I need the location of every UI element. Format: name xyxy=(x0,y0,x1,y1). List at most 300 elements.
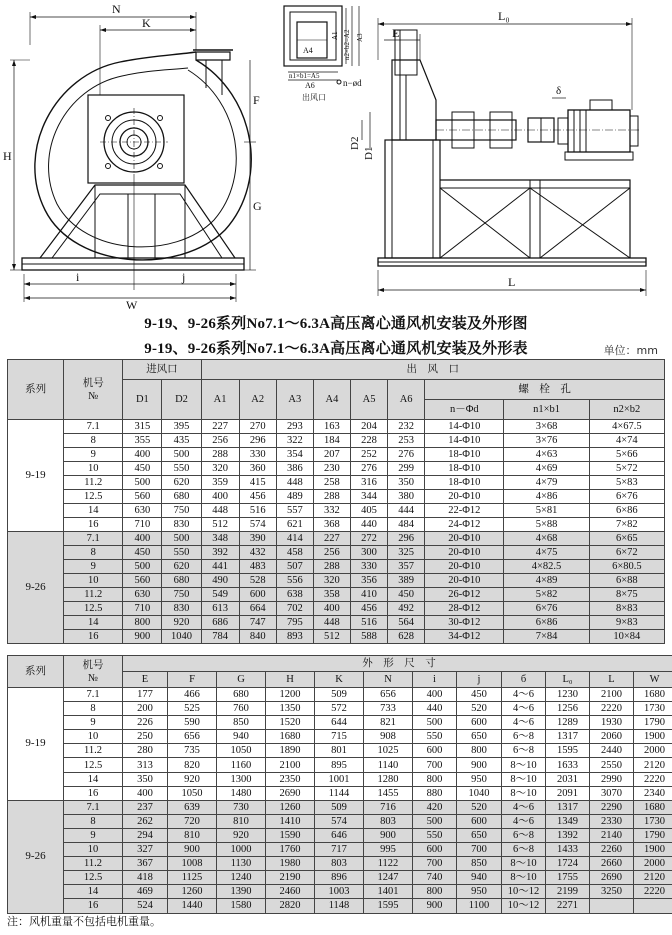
table-cell: 293 xyxy=(276,420,313,434)
col-header: H xyxy=(266,672,315,688)
table-cell: 12.5 xyxy=(64,602,123,616)
table-cell: 620 xyxy=(162,560,201,574)
table-cell: 330 xyxy=(350,560,387,574)
table-row xyxy=(8,546,665,560)
table-cell: 359 xyxy=(201,476,239,490)
flange-label-nphid: n−ød xyxy=(343,78,362,88)
table-cell: 1410 xyxy=(266,814,315,828)
table-cell: 1240 xyxy=(217,871,266,885)
table-cell: 8 xyxy=(64,702,123,716)
table-cell: 2660 xyxy=(590,857,634,871)
table-cell: 380 xyxy=(388,490,425,504)
table-cell: 4×68 xyxy=(504,532,589,546)
table-cell: 700 xyxy=(457,843,502,857)
flange-label-n2b2: n2×b2=A2 xyxy=(343,29,351,60)
table-cell: 702 xyxy=(276,602,313,616)
table-cell: 560 xyxy=(123,490,162,504)
table-cell: 784 xyxy=(201,630,239,644)
table-row xyxy=(8,716,672,730)
header-model-no: № xyxy=(88,390,99,402)
table-cell: 1040 xyxy=(162,630,201,644)
table-cell: 686 xyxy=(201,616,239,630)
table-cell: 656 xyxy=(168,730,217,744)
flange-label-A3: A3 xyxy=(356,33,364,42)
table-cell: 400 xyxy=(201,490,239,504)
table-cell: 11.2 xyxy=(64,588,123,602)
table-cell: 664 xyxy=(239,602,276,616)
table-cell: 1755 xyxy=(546,871,590,885)
dim-label-delta: δ xyxy=(556,85,562,97)
table-cell: 1260 xyxy=(266,800,315,814)
table-cell: 320 xyxy=(201,462,239,476)
table-cell: 895 xyxy=(315,758,364,772)
table-cell: 516 xyxy=(239,504,276,518)
table-cell: 6×72 xyxy=(589,546,664,560)
table-cell: 1003 xyxy=(315,885,364,899)
series-cell: 9-19 xyxy=(8,420,64,532)
table-cell: 646 xyxy=(315,828,364,842)
table-row xyxy=(8,490,665,504)
header-inlet: 进风口 xyxy=(123,360,201,380)
table-cell: 500 xyxy=(162,532,201,546)
table-cell: 2000 xyxy=(634,857,672,871)
table-cell: 435 xyxy=(162,434,201,448)
table-cell: 2199 xyxy=(546,885,590,899)
flange-label-A1: A1 xyxy=(331,31,339,40)
table-cell: 1760 xyxy=(266,843,315,857)
table-cell: 163 xyxy=(313,420,350,434)
table-cell: 466 xyxy=(168,688,217,702)
table-cell: 280 xyxy=(123,744,168,758)
dim-label-L0: L₀ xyxy=(498,9,510,23)
table-cell: 1247 xyxy=(364,871,413,885)
col-header: j xyxy=(457,672,502,688)
table-cell: 489 xyxy=(276,490,313,504)
dimension-body xyxy=(8,688,672,914)
table-cell: 20-Φ10 xyxy=(425,546,504,560)
table-cell: 8 xyxy=(64,546,123,560)
table-row xyxy=(8,504,665,518)
table-row xyxy=(8,560,665,574)
table-cell: 795 xyxy=(276,616,313,630)
table-cell: 950 xyxy=(457,772,502,786)
table-cell: 7.1 xyxy=(64,688,123,702)
table-cell: 747 xyxy=(239,616,276,630)
table-cell: 588 xyxy=(350,630,387,644)
table-cell: 650 xyxy=(457,730,502,744)
table-cell: 900 xyxy=(457,758,502,772)
table-cell: 288 xyxy=(313,490,350,504)
table-cell: 395 xyxy=(162,420,201,434)
table-cell: 2550 xyxy=(590,758,634,772)
table-cell: 10 xyxy=(64,730,123,744)
header-model-text: 机号 xyxy=(82,659,104,671)
table-cell: 262 xyxy=(123,814,168,828)
table-cell: 8×75 xyxy=(589,588,664,602)
table-cell: 8～10 xyxy=(502,786,546,800)
table-cell: 8～10 xyxy=(502,772,546,786)
table-cell: 730 xyxy=(217,800,266,814)
dimension-table xyxy=(7,655,672,914)
table-cell: 18-Φ10 xyxy=(425,448,504,462)
table-cell: 12.5 xyxy=(64,490,123,504)
table-cell: 800 xyxy=(457,744,502,758)
table-row xyxy=(8,688,672,702)
header-model xyxy=(64,656,123,688)
table-cell: 3×76 xyxy=(504,434,589,448)
table-cell: 4～6 xyxy=(502,814,546,828)
table-cell: 14 xyxy=(64,885,123,899)
table-cell: 710 xyxy=(123,518,162,532)
table-cell: 800 xyxy=(413,885,457,899)
table-cell: 560 xyxy=(123,574,162,588)
table-cell: 3250 xyxy=(590,885,634,899)
flange-label-A4: A4 xyxy=(303,46,313,55)
table-cell: 2690 xyxy=(266,786,315,800)
table-cell: 557 xyxy=(276,504,313,518)
table-cell: 272 xyxy=(350,532,387,546)
col-header: F xyxy=(168,672,217,688)
table-cell: 5×82 xyxy=(504,588,589,602)
table-cell: 3070 xyxy=(590,786,634,800)
table-cell: 207 xyxy=(313,448,350,462)
table-cell: 650 xyxy=(457,828,502,842)
col-header: A2 xyxy=(239,380,276,420)
table-cell: 710 xyxy=(123,602,162,616)
table-cell: 680 xyxy=(162,574,201,588)
dim-label-F: F xyxy=(253,93,260,107)
table-cell: 810 xyxy=(217,814,266,828)
table-cell: 456 xyxy=(239,490,276,504)
table-cell: 252 xyxy=(350,448,387,462)
table-cell: 1401 xyxy=(364,885,413,899)
table-cell: 940 xyxy=(457,871,502,885)
table-cell: 300 xyxy=(350,546,387,560)
table-row xyxy=(8,462,665,476)
table-cell: 1000 xyxy=(217,843,266,857)
table-cell: 20-Φ10 xyxy=(425,560,504,574)
dim-label-L: L xyxy=(508,275,516,289)
table-cell: 810 xyxy=(168,828,217,842)
table-cell: 2990 xyxy=(590,772,634,786)
table-cell: 10×84 xyxy=(589,630,664,644)
col-header: n2×b2 xyxy=(589,400,664,420)
table-cell: 507 xyxy=(276,560,313,574)
table-cell: 16 xyxy=(64,786,123,800)
table-cell: 237 xyxy=(123,800,168,814)
table-row xyxy=(8,744,672,758)
table-cell: 1790 xyxy=(634,828,672,842)
table-row xyxy=(8,602,665,616)
table-row xyxy=(8,828,672,842)
table-cell: 621 xyxy=(276,518,313,532)
col-header: W xyxy=(634,672,672,688)
table-cell: 574 xyxy=(315,814,364,828)
table-cell: 5×72 xyxy=(589,462,664,476)
table-cell: 444 xyxy=(388,504,425,518)
table-cell: 276 xyxy=(388,448,425,462)
table-cell: 184 xyxy=(313,434,350,448)
table-row xyxy=(8,434,665,448)
table-row xyxy=(8,518,665,532)
table-row xyxy=(8,702,672,716)
table-cell: 1680 xyxy=(266,730,315,744)
table-cell: 1580 xyxy=(217,899,266,913)
table-cell: 414 xyxy=(276,532,313,546)
header-model xyxy=(64,360,123,420)
table-row xyxy=(8,616,665,630)
table-cell: 10～12 xyxy=(502,885,546,899)
table-cell: 458 xyxy=(276,546,313,560)
table-cell: 390 xyxy=(239,532,276,546)
table-cell: 1480 xyxy=(217,786,266,800)
table-cell: 1140 xyxy=(364,758,413,772)
table-cell: 1930 xyxy=(590,716,634,730)
table-cell: 509 xyxy=(315,800,364,814)
table-row xyxy=(8,630,665,644)
col-header: n1×b1 xyxy=(504,400,589,420)
table-cell: 880 xyxy=(413,786,457,800)
table-cell: 750 xyxy=(162,504,201,518)
table-cell: 418 xyxy=(123,871,168,885)
table-cell: 9 xyxy=(64,448,123,462)
table-cell: 450 xyxy=(457,688,502,702)
table-cell: 800 xyxy=(123,616,162,630)
table-cell: 4×86 xyxy=(504,490,589,504)
table-cell: 11.2 xyxy=(64,857,123,871)
table-cell: 492 xyxy=(388,602,425,616)
table-cell: 2060 xyxy=(590,730,634,744)
header-model-text: 机号 xyxy=(82,377,104,389)
front-view xyxy=(10,12,256,302)
table-cell: 500 xyxy=(413,814,457,828)
table-cell: 2100 xyxy=(590,688,634,702)
table-cell: 16 xyxy=(64,630,123,644)
table-row xyxy=(8,574,665,588)
col-header: A1 xyxy=(201,380,239,420)
table-cell: 20-Φ10 xyxy=(425,532,504,546)
table-cell: 10 xyxy=(64,574,123,588)
table-cell: 900 xyxy=(123,630,162,644)
table-cell: 415 xyxy=(239,476,276,490)
col-header: E xyxy=(123,672,168,688)
table-cell: 177 xyxy=(123,688,168,702)
table-cell: 8 xyxy=(64,434,123,448)
table-cell: 1595 xyxy=(364,899,413,913)
table-cell: 700 xyxy=(413,857,457,871)
table-cell: 2091 xyxy=(546,786,590,800)
table-cell: 549 xyxy=(201,588,239,602)
table-cell: 344 xyxy=(350,490,387,504)
table-cell: 512 xyxy=(313,630,350,644)
table-cell: 11.2 xyxy=(64,744,123,758)
table-cell: 4～6 xyxy=(502,688,546,702)
table-cell: 6×65 xyxy=(589,532,664,546)
table-cell: 2330 xyxy=(590,814,634,828)
table-cell: 2120 xyxy=(634,758,672,772)
table-cell: 12.5 xyxy=(64,758,123,772)
table-cell: 2260 xyxy=(590,843,634,857)
table-cell: 20-Φ10 xyxy=(425,574,504,588)
table-cell: 1633 xyxy=(546,758,590,772)
table-cell: 288 xyxy=(201,448,239,462)
table-cell: 1280 xyxy=(364,772,413,786)
table-cell: 4×82.5 xyxy=(504,560,589,574)
table-cell: 410 xyxy=(350,588,387,602)
table-cell: 16 xyxy=(64,518,123,532)
table-cell: 320 xyxy=(313,574,350,588)
series-cell: 9-26 xyxy=(8,800,64,913)
table-cell: 590 xyxy=(168,716,217,730)
table-cell: 7×84 xyxy=(504,630,589,644)
table-cell xyxy=(634,899,672,913)
table-cell: 920 xyxy=(168,772,217,786)
table-cell: 840 xyxy=(239,630,276,644)
table-cell: 360 xyxy=(239,462,276,476)
footnote: 注：风机重量不包括电机重量。 xyxy=(7,915,161,928)
table-cell: 200 xyxy=(123,702,168,716)
table-cell: 4×74 xyxy=(589,434,664,448)
table-cell: 1595 xyxy=(546,744,590,758)
table-cell: 525 xyxy=(168,702,217,716)
table-cell: 7.1 xyxy=(64,800,123,814)
table-cell: 1900 xyxy=(634,730,672,744)
table-cell: 6×86 xyxy=(504,616,589,630)
col-header: L₀ xyxy=(546,672,590,688)
table-cell: 1125 xyxy=(168,871,217,885)
table-cell: 2440 xyxy=(590,744,634,758)
table-cell: 630 xyxy=(123,504,162,518)
col-header: N xyxy=(364,672,413,688)
table-cell: 2290 xyxy=(590,800,634,814)
table-cell: 8 xyxy=(64,814,123,828)
table-cell: 2350 xyxy=(266,772,315,786)
table-cell: 400 xyxy=(123,786,168,800)
installation-drawing xyxy=(0,0,672,312)
table-cell: 512 xyxy=(201,518,239,532)
table-cell: 8～10 xyxy=(502,857,546,871)
col-header: n－Φd xyxy=(425,400,504,420)
table-cell: 253 xyxy=(388,434,425,448)
table-cell: 2000 xyxy=(634,744,672,758)
table-cell: 2460 xyxy=(266,885,315,899)
table-cell: 440 xyxy=(413,702,457,716)
table-cell: 4～6 xyxy=(502,702,546,716)
table-cell: 1440 xyxy=(168,899,217,913)
table-cell: 313 xyxy=(123,758,168,772)
table-cell: 680 xyxy=(217,688,266,702)
table-cell: 801 xyxy=(315,744,364,758)
dim-label-D2: D2 xyxy=(349,136,361,150)
table-cell: 574 xyxy=(239,518,276,532)
unit-label: 单位：mm xyxy=(603,344,658,357)
table-cell: 1025 xyxy=(364,744,413,758)
table-row xyxy=(8,899,672,913)
table-cell: 920 xyxy=(217,828,266,842)
table-cell: 227 xyxy=(201,420,239,434)
table-cell: 600 xyxy=(413,843,457,857)
table-cell: 4×63 xyxy=(504,448,589,462)
table-row xyxy=(8,843,672,857)
table-cell: 2220 xyxy=(634,885,672,899)
table-cell: 386 xyxy=(276,462,313,476)
col-header: A6 xyxy=(388,380,425,420)
table-cell: 600 xyxy=(239,588,276,602)
table-cell: 803 xyxy=(364,814,413,828)
table-cell: 821 xyxy=(364,716,413,730)
table-cell: 900 xyxy=(364,828,413,842)
series-cell: 9-26 xyxy=(8,532,64,644)
table-row xyxy=(8,758,672,772)
table-cell: 1980 xyxy=(266,857,315,871)
table-cell: 256 xyxy=(201,434,239,448)
table-cell: 556 xyxy=(276,574,313,588)
table-cell: 26-Φ12 xyxy=(425,588,504,602)
table-cell: 400 xyxy=(123,448,162,462)
table-cell: 1392 xyxy=(546,828,590,842)
table-cell: 528 xyxy=(239,574,276,588)
table-cell: 368 xyxy=(313,518,350,532)
table-cell: 316 xyxy=(350,476,387,490)
table-cell: 638 xyxy=(276,588,313,602)
table-cell: 500 xyxy=(123,476,162,490)
table-row xyxy=(8,730,672,744)
table-cell: 850 xyxy=(217,716,266,730)
table-cell: 550 xyxy=(162,546,201,560)
table-cell: 330 xyxy=(239,448,276,462)
table-cell: 294 xyxy=(123,828,168,842)
table-cell: 2220 xyxy=(634,772,672,786)
table-cell: 760 xyxy=(217,702,266,716)
table-cell: 10 xyxy=(64,462,123,476)
table-cell: 920 xyxy=(162,616,201,630)
table-cell: 232 xyxy=(388,420,425,434)
table-cell: 1349 xyxy=(546,814,590,828)
table-cell: 10 xyxy=(64,843,123,857)
table-cell: 5×83 xyxy=(589,476,664,490)
table-cell: 14-Φ10 xyxy=(425,420,504,434)
table-cell: 900 xyxy=(168,843,217,857)
flange-label-A6: A6 xyxy=(305,81,315,90)
table-cell: 432 xyxy=(239,546,276,560)
table-cell: 456 xyxy=(350,602,387,616)
table-cell: 367 xyxy=(123,857,168,871)
table-cell: 18-Φ10 xyxy=(425,476,504,490)
table-cell: 400 xyxy=(413,688,457,702)
table-cell: 733 xyxy=(364,702,413,716)
table-cell: 1730 xyxy=(634,814,672,828)
table-cell: 1300 xyxy=(217,772,266,786)
table-cell: 6×76 xyxy=(589,490,664,504)
table-cell: 327 xyxy=(123,843,168,857)
table-cell: 509 xyxy=(315,688,364,702)
table-cell: 296 xyxy=(239,434,276,448)
table-cell: 9 xyxy=(64,828,123,842)
table-cell: 6×86 xyxy=(589,504,664,518)
table-cell: 600 xyxy=(457,716,502,730)
table-cell: 600 xyxy=(413,744,457,758)
dim-label-N: N xyxy=(112,2,121,16)
table-cell: 500 xyxy=(123,560,162,574)
col-header: K xyxy=(315,672,364,688)
table-cell: 4～6 xyxy=(502,800,546,814)
table-cell: 735 xyxy=(168,744,217,758)
table-cell: 830 xyxy=(162,518,201,532)
header-outlet: 出 风 口 xyxy=(201,360,664,380)
table-cell: 550 xyxy=(162,462,201,476)
dim-label-W: W xyxy=(126,298,138,312)
table-cell: 564 xyxy=(388,616,425,630)
